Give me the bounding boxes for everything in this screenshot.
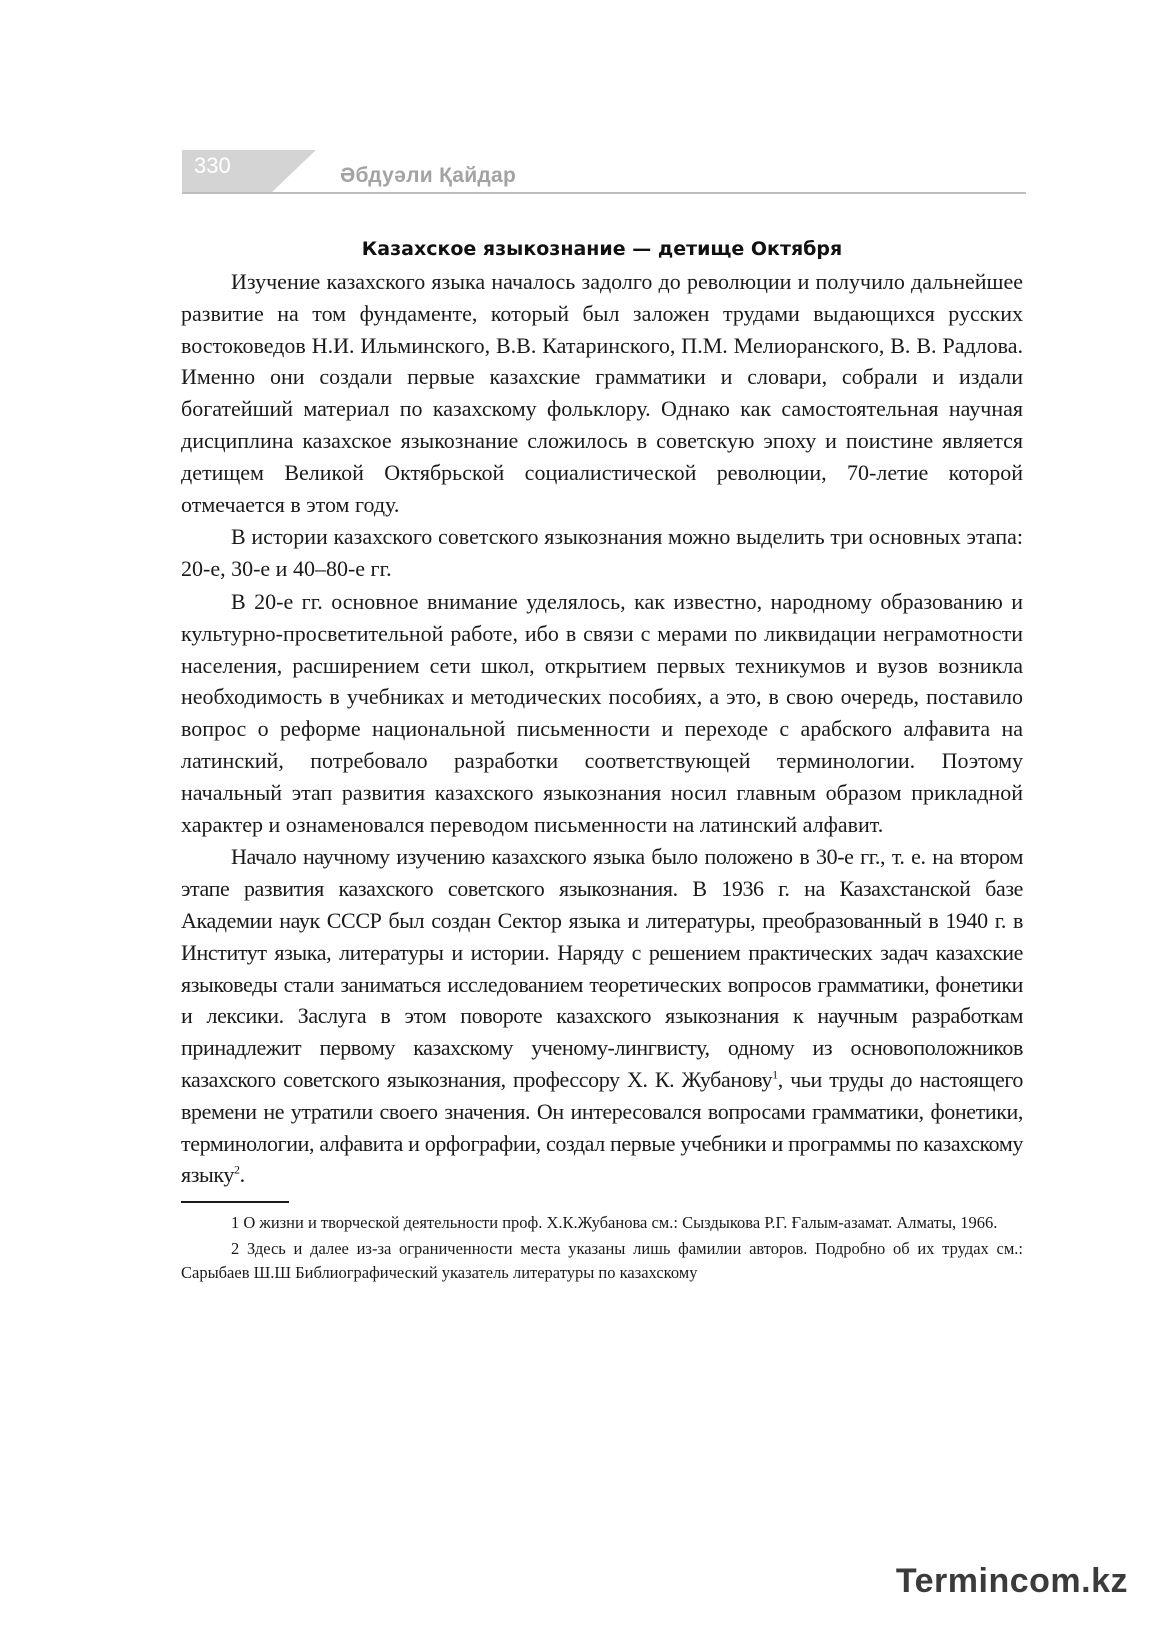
- footnote-ref-1: 1: [772, 1067, 778, 1082]
- footnote-ref-2: 2: [233, 1162, 240, 1177]
- paragraph-1: Изучение казахского языка началось задолго до революции и получило дальнейшее развитие на том фундаменте, который был заложен трудами выдающихся русских востоковедов Н.И. Ильминского, В.В. Катаринского, П.М. Мелиоранского, В. В. Радлова. Именно они создали первые казахские грамматики и словари, собрали и издали богатейший материал по казахскому фольклору. Однако как самостоятельная научная дисциплина казахское языкознание сложилось в советскую эпоху и поистине является детищем Великой Октябрьской социалистической революции, 70-летие которой отмечается в этом году.: [181, 269, 1023, 517]
- watermark-logo: Termincom.kz: [895, 1562, 1128, 1600]
- footnote-separator: [181, 1201, 289, 1203]
- article-title: Казахское языкознание — детище Октября: [361, 238, 843, 260]
- article-body: [181, 236, 1023, 1287]
- paragraph-4: [181, 841, 1023, 1191]
- paragraph-4-text: Начало научному изучению казахского языка было положено в 30-е гг., т. е. на втором этапе развития казахского советского языкознания. В 1936 г. на Казахстанской базе Академии наук СССР был создан Сектор языка и литературы, преобразованный в 1940 г. в Институт языка, литературы и истории. Наряду с решением практических задач казахские языковеды стали заниматься исследованием теоретических вопросов грамматики, фонетики и лексики. Заслуга в этом повороте казахского языкознания к научным разработкам принадлежит первому казахскому ученому-лингвисту, одному из основоположников казахского советского языкознания, профессору Х. К. Жубанову: [181, 844, 1023, 1092]
- header-rule: [182, 192, 1026, 194]
- footnote-1: 1 О жизни и творческой деятельности проф. Х.К.Жубанова см.: Сыздыкова Р.Г. Ғалым-азамат. Алматы, 1966.: [231, 1213, 998, 1233]
- paragraph-3: В 20-е гг. основное внимание уделялось, как известно, народному образованию и культурно-просветительной работе, ибо в связи с мерами по ликвидации неграмотности населения, расширением сети школ, открытием первых техникумов и вузов возникла необходимость в учебниках и методических пособиях, а это, в свою очередь, поставило вопрос о реформе национальной письменности и переходе с арабского алфавита на латинский, потребовало разработки соответствующей терминологии. Поэтому начальный этап развития казахского языкознания носил главным образом прикладной характер и ознаменовался переводом письменности на латинский алфавит.: [181, 588, 1023, 837]
- running-header-author: Әбдуәли Қайдар: [340, 164, 517, 187]
- paragraph-2: В истории казахского советского языкознания можно выделить три основных этапа: 20-е, 30-е и 40–80-е гг.: [181, 524, 1023, 582]
- paragraph-4-text-cont: , чьи труды до настоящего времени не утратили своего значения. Он интересовался вопросами грамматики, фонетики, терминологии, алфавита и орфографии, создал первые учебники и программы по казахскому языку: [181, 1066, 1023, 1188]
- footnote-2: 2 Здесь и далее из-за ограниченности места указаны лишь фамилии авторов. Подробно об их трудах см.: Сарыбаев Ш.Ш Библиографический указатель литературы по казахскому: [181, 1239, 1023, 1283]
- running-header: [182, 150, 1026, 196]
- page-number: 330: [182, 150, 272, 192]
- page-tab-arrow: [272, 150, 316, 192]
- paragraph-4-end: .: [239, 1162, 245, 1188]
